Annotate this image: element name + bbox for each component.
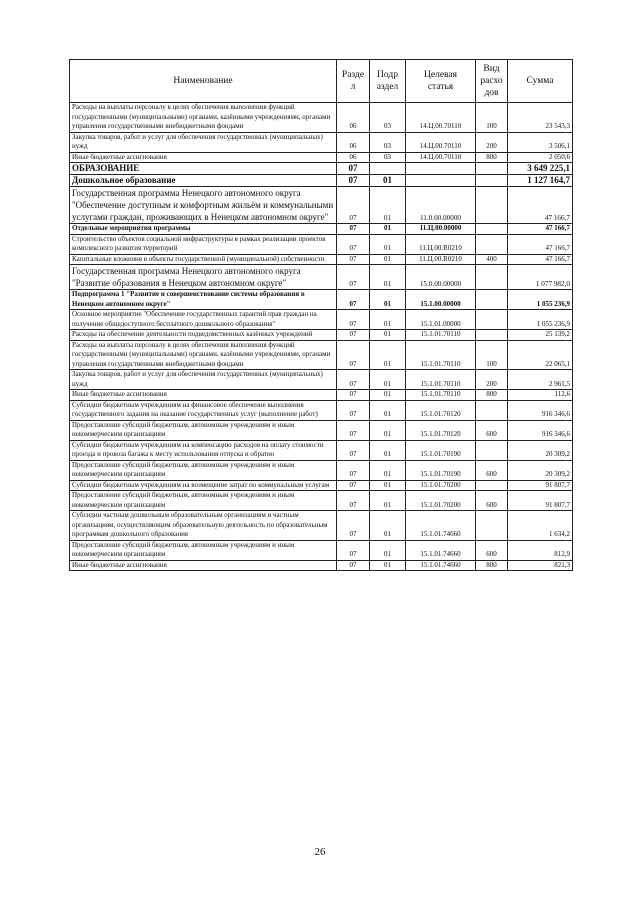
table-row: [70, 440, 573, 460]
cell-section: 07: [337, 234, 370, 254]
cell-target: 11.Ц.00.00000: [406, 224, 476, 235]
cell-type: 600: [476, 540, 508, 560]
cell-amount: 112,6: [508, 390, 573, 401]
cell-subsection: 01: [370, 224, 406, 235]
cell-amount: 1 077 982,0: [508, 265, 573, 290]
table-row: [70, 234, 573, 254]
cell-amount: 23 543,3: [508, 103, 573, 133]
cell-name: Субсидии бюджетным учреждениям на возмещение затрат по коммунальным услугам: [70, 480, 337, 491]
cell-section: 07: [337, 370, 370, 390]
cell-section: 07: [337, 390, 370, 401]
cell-subsection: 01: [370, 234, 406, 254]
cell-subsection: 01: [370, 254, 406, 265]
cell-target: 15.1.01.70110: [406, 370, 476, 390]
cell-type: [476, 290, 508, 310]
cell-amount: 2 961,5: [508, 370, 573, 390]
cell-name: Закупка товаров, работ и услуг для обеспечения государственных (муниципальных) нужд: [70, 132, 337, 152]
table-row: [70, 511, 573, 541]
cell-name: Расходы на обеспечение деятельности подведомственных казённых учреждений: [70, 330, 337, 341]
cell-type: [476, 310, 508, 330]
cell-name: Субсидии бюджетным учреждениям на компенсацию расходов на оплату стоимости проезда и провоза багажа к месту использования отпуска и обратно: [70, 440, 337, 460]
table-row: [70, 175, 573, 187]
cell-type: [476, 480, 508, 491]
cell-section: 07: [337, 310, 370, 330]
cell-subsection: 01: [370, 511, 406, 541]
cell-section: 07: [337, 440, 370, 460]
cell-target: 15.1.00.00000: [406, 290, 476, 310]
cell-name: Предоставление субсидий бюджетным, автономным учреждениям и иным некоммерческим организациям: [70, 460, 337, 480]
cell-amount: 2 050,6: [508, 152, 573, 163]
header-target: Целевая статья: [406, 60, 476, 103]
cell-subsection: 01: [370, 340, 406, 370]
cell-amount: 916 346,6: [508, 400, 573, 420]
cell-subsection: 03: [370, 132, 406, 152]
cell-name: Капитальные вложения в объекты государственной (муниципальной) собственности: [70, 254, 337, 265]
cell-section: 07: [337, 163, 370, 175]
cell-name: Государственная программа Ненецкого автономного округа "Обеспечение доступным и комфортным жильём и коммунальными услугами граждан, проживающих в Ненецком автономном округе": [70, 187, 337, 224]
cell-name: Предоставление субсидий бюджетным, автономным учреждениям и иным некоммерческим организациям: [70, 420, 337, 440]
cell-target: 15.1.01.70200: [406, 480, 476, 491]
table-row: [70, 132, 573, 152]
cell-type: 600: [476, 460, 508, 480]
cell-target: [406, 175, 476, 187]
cell-type: 200: [476, 370, 508, 390]
cell-type: 100: [476, 340, 508, 370]
cell-section: 07: [337, 560, 370, 571]
cell-subsection: 01: [370, 390, 406, 401]
cell-target: 15.1.01.70120: [406, 400, 476, 420]
cell-type: 800: [476, 390, 508, 401]
cell-subsection: 01: [370, 265, 406, 290]
cell-section: 07: [337, 511, 370, 541]
cell-target: 15.1.01.74660: [406, 560, 476, 571]
table-row: [70, 400, 573, 420]
table-row: [70, 254, 573, 265]
cell-type: 800: [476, 152, 508, 163]
cell-subsection: 01: [370, 420, 406, 440]
cell-amount: 47 166,7: [508, 254, 573, 265]
cell-subsection: 01: [370, 491, 406, 511]
cell-section: 07: [337, 290, 370, 310]
cell-name: Закупка товаров, работ и услуг для обеспечения государственных (муниципальных) нужд: [70, 370, 337, 390]
cell-target: 14.Ц.00.70110: [406, 132, 476, 152]
cell-target: 15.1.01.70190: [406, 440, 476, 460]
table-row: [70, 187, 573, 224]
cell-target: 11.Ц.00.R0210: [406, 234, 476, 254]
header-section: Разде л: [337, 60, 370, 103]
table-row: [70, 340, 573, 370]
header-type: Вид расхо дов: [476, 60, 508, 103]
cell-target: [406, 163, 476, 175]
cell-name: Государственная программа Ненецкого автономного округа "Развитие образования в Ненецком автономном округе": [70, 265, 337, 290]
cell-section: 07: [337, 460, 370, 480]
cell-type: [476, 175, 508, 187]
cell-section: 07: [337, 400, 370, 420]
cell-section: 07: [337, 265, 370, 290]
cell-name: Основное мероприятие "Обеспечение государственных гарантий прав граждан на получение общедоступного бесплатного дошкольного образования": [70, 310, 337, 330]
cell-section: 06: [337, 103, 370, 133]
cell-target: 14.Ц.00.70110: [406, 152, 476, 163]
cell-target: 15.1.01.70120: [406, 420, 476, 440]
table-row: [70, 152, 573, 163]
cell-subsection: 01: [370, 175, 406, 187]
cell-subsection: 03: [370, 103, 406, 133]
cell-type: [476, 400, 508, 420]
cell-amount: 47 166,7: [508, 234, 573, 254]
cell-subsection: 01: [370, 330, 406, 341]
cell-name: ОБРАЗОВАНИЕ: [70, 163, 337, 175]
cell-subsection: 01: [370, 290, 406, 310]
cell-amount: 3 506,1: [508, 132, 573, 152]
cell-type: [476, 163, 508, 175]
cell-name: Подпрограмма 1 "Развитие и совершенствование системы образования в Ненецком автономном округе": [70, 290, 337, 310]
cell-section: 07: [337, 540, 370, 560]
cell-target: 15.1.01.70200: [406, 491, 476, 511]
table-row: [70, 460, 573, 480]
cell-section: 06: [337, 152, 370, 163]
cell-name: Иные бюджетные ассигнования: [70, 560, 337, 571]
cell-type: [476, 187, 508, 224]
cell-type: 200: [476, 132, 508, 152]
cell-target: 15.1.01.70110: [406, 390, 476, 401]
table-row: [70, 224, 573, 235]
cell-amount: 1 634,2: [508, 511, 573, 541]
cell-name: Расходы на выплаты персоналу в целях обеспечения выполнения функций государственными (муниципальными) органами, казёнными учреждениями, органами управления государственными внебюджетными фондами: [70, 103, 337, 133]
cell-amount: 3 649 225,1: [508, 163, 573, 175]
cell-target: 15.1.01.74660: [406, 511, 476, 541]
cell-section: 07: [337, 480, 370, 491]
table-row: [70, 103, 573, 133]
cell-subsection: 03: [370, 152, 406, 163]
cell-amount: 20 309,2: [508, 440, 573, 460]
cell-name: Расходы на выплаты персоналу в целях обеспечения выполнения функций государственными (муниципальными) органами, казёнными учреждениями, органами управления государственными внебюджетными фондами: [70, 340, 337, 370]
cell-amount: 47 166,7: [508, 187, 573, 224]
cell-section: 07: [337, 175, 370, 187]
cell-name: Дошкольное образование: [70, 175, 337, 187]
cell-subsection: 01: [370, 310, 406, 330]
cell-type: [476, 234, 508, 254]
cell-amount: 1 127 164,7: [508, 175, 573, 187]
cell-target: 15.1.01.70110: [406, 340, 476, 370]
cell-amount: 1 055 236,9: [508, 290, 573, 310]
cell-section: 06: [337, 132, 370, 152]
table-row: [70, 290, 573, 310]
cell-type: [476, 440, 508, 460]
cell-amount: 821,3: [508, 560, 573, 571]
cell-section: 07: [337, 254, 370, 265]
cell-target: 15.1.01.70110: [406, 330, 476, 341]
table-row: [70, 480, 573, 491]
cell-name: Субсидии частным дошкольным образовательным организациям и частным организациям, осуществляющим образовательную деятельность по образовательным программам дошкольного образования: [70, 511, 337, 541]
cell-target: 15.1.01.74660: [406, 540, 476, 560]
cell-type: [476, 330, 508, 341]
cell-section: 07: [337, 224, 370, 235]
header-subsection: Подр аздел: [370, 60, 406, 103]
cell-name: Предоставление субсидий бюджетным, автономным учреждениям и иным некоммерческим организациям: [70, 540, 337, 560]
cell-amount: 47 166,7: [508, 224, 573, 235]
cell-amount: 91 807,7: [508, 491, 573, 511]
table-row: [70, 540, 573, 560]
budget-table: [69, 59, 573, 571]
cell-type: [476, 511, 508, 541]
cell-amount: 91 807,7: [508, 480, 573, 491]
table-row: [70, 420, 573, 440]
cell-amount: 1 055 236,9: [508, 310, 573, 330]
cell-target: 11.0.00.00000: [406, 187, 476, 224]
cell-target: 15.0.00.00000: [406, 265, 476, 290]
cell-name: Отдельные мероприятия программы: [70, 224, 337, 235]
cell-target: 11.Ц.00.R0210: [406, 254, 476, 265]
cell-type: 600: [476, 420, 508, 440]
table-row: [70, 310, 573, 330]
cell-subsection: 01: [370, 480, 406, 491]
table-header-row: [70, 60, 573, 103]
page-number: 26: [314, 846, 326, 858]
cell-type: [476, 224, 508, 235]
cell-target: 14.Ц.00.70110: [406, 103, 476, 133]
cell-amount: 22 065,1: [508, 340, 573, 370]
cell-target: 15.1.01.70190: [406, 460, 476, 480]
cell-type: [476, 265, 508, 290]
table-row: [70, 370, 573, 390]
table-row: [70, 330, 573, 341]
cell-subsection: 01: [370, 187, 406, 224]
cell-type: 600: [476, 491, 508, 511]
cell-name: Иные бюджетные ассигнования: [70, 152, 337, 163]
cell-name: Субсидии бюджетным учреждениям на финансовое обеспечение выполнения государственного задания на оказание государственных услуг (выполнение работ): [70, 400, 337, 420]
cell-amount: 25 139,2: [508, 330, 573, 341]
cell-type: 800: [476, 560, 508, 571]
cell-name: Строительство объектов социальной инфраструктуры в рамках реализации проектов комплексного развития территорий: [70, 234, 337, 254]
cell-subsection: 01: [370, 540, 406, 560]
cell-subsection: 01: [370, 560, 406, 571]
cell-target: 15.1.01.00000: [406, 310, 476, 330]
cell-section: 07: [337, 187, 370, 224]
cell-type: 100: [476, 103, 508, 133]
table-row: [70, 265, 573, 290]
cell-name: Предоставление субсидий бюджетным, автономным учреждениям и иным некоммерческим организациям: [70, 491, 337, 511]
table-row: [70, 560, 573, 571]
cell-section: 07: [337, 340, 370, 370]
cell-name: Иные бюджетные ассигнования: [70, 390, 337, 401]
cell-section: 07: [337, 491, 370, 511]
cell-subsection: 01: [370, 460, 406, 480]
cell-subsection: [370, 163, 406, 175]
table-body: [70, 103, 573, 571]
cell-subsection: 01: [370, 440, 406, 460]
cell-subsection: 01: [370, 400, 406, 420]
header-amount: Сумма: [508, 60, 573, 103]
cell-type: 400: [476, 254, 508, 265]
cell-subsection: 01: [370, 370, 406, 390]
header-name: Наименование: [70, 60, 337, 103]
cell-amount: 812,9: [508, 540, 573, 560]
cell-amount: 20 309,2: [508, 460, 573, 480]
table-row: [70, 390, 573, 401]
table-row: [70, 491, 573, 511]
cell-amount: 916 346,6: [508, 420, 573, 440]
cell-section: 07: [337, 330, 370, 341]
table-row: [70, 163, 573, 175]
cell-section: 07: [337, 420, 370, 440]
